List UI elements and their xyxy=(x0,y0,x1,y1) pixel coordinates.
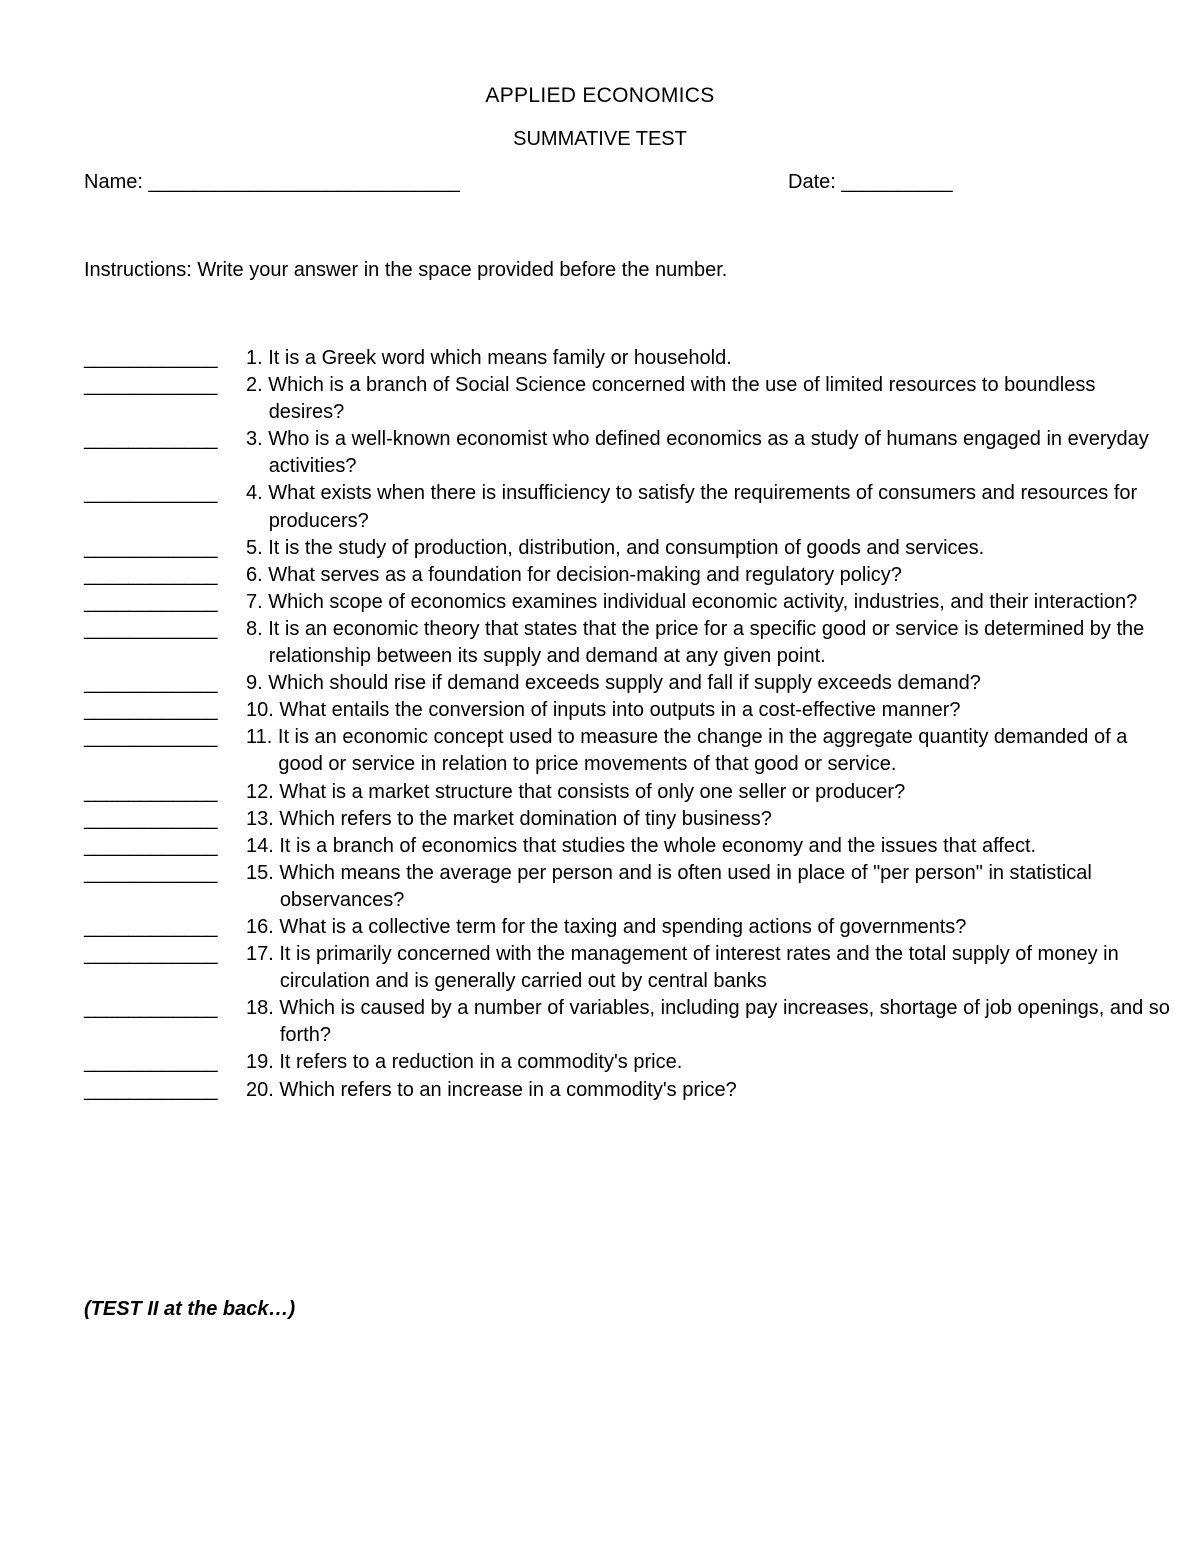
question-number: 1. xyxy=(246,347,263,369)
answer-blank: ____________ xyxy=(84,482,218,505)
instructions: Instructions: Write your answer in the space provided before the number. xyxy=(84,259,728,281)
question-body xyxy=(240,914,1174,941)
answer-blank: ____________ xyxy=(84,672,218,695)
answer-blank: ____________ xyxy=(84,699,218,722)
answer-blank: ____________ xyxy=(84,536,218,559)
question-number: 18. xyxy=(246,997,274,1020)
question-body xyxy=(240,670,1174,697)
question-item xyxy=(84,1049,1174,1076)
question-number: 5. xyxy=(246,536,263,559)
question-item xyxy=(84,995,1174,1049)
answer-blank: ____________ xyxy=(84,590,218,613)
answer-blank: ____________ xyxy=(84,943,218,966)
answer-blank: ____________ xyxy=(84,861,218,884)
answer-blank: ____________ xyxy=(84,997,218,1020)
question-body xyxy=(240,480,1174,534)
question-text: What exists when there is insufficiency to satisfy the requirements of consumers and resources for producers? xyxy=(268,482,1138,532)
question-body xyxy=(240,724,1174,778)
question-number: 4. xyxy=(246,482,263,505)
question-item xyxy=(84,480,1174,534)
answer-blank: ____________ xyxy=(84,563,218,586)
question-body xyxy=(240,833,1174,860)
question-body xyxy=(240,345,1174,372)
name-field xyxy=(84,171,460,194)
question-body xyxy=(240,697,1174,724)
question-body xyxy=(240,779,1174,806)
question-text: It is an economic theory that states that the price for a specific good or service is determined by the relationship between its supply and demand at any given point. xyxy=(268,617,1145,668)
question-text: It refers to a reduction in a commodity's price. xyxy=(279,1051,683,1074)
question-number: 6. xyxy=(246,563,263,586)
question-number: 20. xyxy=(246,1078,274,1101)
question-item xyxy=(84,616,1174,670)
question-body xyxy=(240,995,1174,1049)
question-text: Which refers to the market domination of tiny business? xyxy=(279,807,772,830)
question-item xyxy=(84,562,1174,589)
question-number: 12. xyxy=(246,780,274,803)
question-body xyxy=(240,806,1174,833)
answer-blank: ____________ xyxy=(84,617,218,640)
question-item xyxy=(84,941,1174,995)
question-number: 8. xyxy=(246,617,263,640)
question-number: 7. xyxy=(246,590,263,613)
question-text: Who is a well-known economist who defined economics as a study of humans engaged in everyday activities? xyxy=(268,428,1149,478)
question-body xyxy=(240,589,1174,616)
question-item xyxy=(84,779,1174,806)
question-item xyxy=(84,806,1174,833)
question-text: What serves as a foundation for decision-making and regulatory policy? xyxy=(268,563,902,586)
date-blank: __________ xyxy=(841,171,953,193)
question-list xyxy=(84,345,1174,1104)
answer-blank: ____________ xyxy=(84,347,218,369)
question-number: 10. xyxy=(246,699,274,722)
page-title: APPLIED ECONOMICS xyxy=(485,84,715,107)
question-text: It is a branch of economics that studies the whole economy and the issues that affect. xyxy=(279,834,1037,857)
question-text: It is the study of production, distribution, and consumption of goods and services. xyxy=(268,536,985,559)
question-item xyxy=(84,833,1174,860)
question-number: 16. xyxy=(246,915,274,938)
question-item xyxy=(84,1077,1174,1104)
question-text: Which means the average per person and is often used in place of "per person" in statistical observances? xyxy=(279,861,1092,911)
question-text: Which should rise if demand exceeds supply and fall if supply exceeds demand? xyxy=(268,672,981,695)
answer-blank: ____________ xyxy=(84,1051,218,1074)
question-text: Which refers to an increase in a commodity's price? xyxy=(279,1078,737,1101)
question-item xyxy=(84,724,1174,778)
answer-blank: ____________ xyxy=(84,726,218,749)
page-subtitle: SUMMATIVE TEST xyxy=(513,128,687,150)
answer-blank: ____________ xyxy=(84,374,218,397)
question-item xyxy=(84,372,1174,426)
answer-blank: ____________ xyxy=(84,428,218,451)
question-number: 9. xyxy=(246,672,263,695)
date-label: Date: xyxy=(788,171,842,193)
question-item xyxy=(84,914,1174,941)
question-item xyxy=(84,589,1174,616)
name-blank: ____________________________ xyxy=(148,171,460,193)
question-text: It is a Greek word which means family or household. xyxy=(268,347,732,369)
question-number: 15. xyxy=(246,861,274,884)
question-body xyxy=(240,941,1174,995)
question-text: What is a collective term for the taxing and spending actions of governments? xyxy=(279,915,967,938)
question-text: Which is caused by a number of variables, including pay increases, shortage of job openings, and so forth? xyxy=(279,997,1170,1047)
question-body xyxy=(240,562,1174,589)
question-text: Which scope of economics examines individual economic activity, industries, and their interaction? xyxy=(268,590,1138,613)
question-number: 2. xyxy=(246,374,263,397)
question-number: 19. xyxy=(246,1051,274,1074)
question-number: 11. xyxy=(246,726,273,749)
question-text: What entails the conversion of inputs into outputs in a cost-effective manner? xyxy=(279,699,961,722)
name-label: Name: xyxy=(84,171,149,193)
question-number: 14. xyxy=(246,834,274,857)
question-text: Which is a branch of Social Science concerned with the use of limited resources to boundless desires? xyxy=(268,374,1096,424)
answer-blank: ____________ xyxy=(84,834,218,857)
question-item xyxy=(84,535,1174,562)
question-text: What is a market structure that consists of only one seller or producer? xyxy=(279,780,906,803)
footer-note: (TEST II at the back…) xyxy=(84,1298,296,1320)
question-body xyxy=(240,1077,1174,1104)
question-body xyxy=(240,616,1174,670)
question-item xyxy=(84,426,1174,480)
answer-blank: ____________ xyxy=(84,915,218,938)
question-text: It is primarily concerned with the management of interest rates and the total supply of money in circulation and is generally carried out by central banks xyxy=(279,943,1119,993)
question-body xyxy=(240,1049,1174,1076)
question-item xyxy=(84,697,1174,724)
question-body xyxy=(240,535,1174,562)
question-item xyxy=(84,670,1174,697)
date-field xyxy=(788,171,953,194)
question-item xyxy=(84,860,1174,914)
question-body xyxy=(240,426,1174,480)
question-number: 17. xyxy=(246,943,274,966)
question-number: 3. xyxy=(246,428,263,451)
question-text: It is an economic concept used to measure the change in the aggregate quantity demanded of a good or service in relation to price movements of that good or service. xyxy=(277,726,1128,776)
question-number: 13. xyxy=(246,807,274,830)
question-body xyxy=(240,860,1174,914)
answer-blank: ____________ xyxy=(84,807,218,830)
question-item xyxy=(84,345,1174,372)
question-body xyxy=(240,372,1174,426)
answer-blank: ____________ xyxy=(84,780,218,803)
answer-blank: ____________ xyxy=(84,1078,218,1101)
